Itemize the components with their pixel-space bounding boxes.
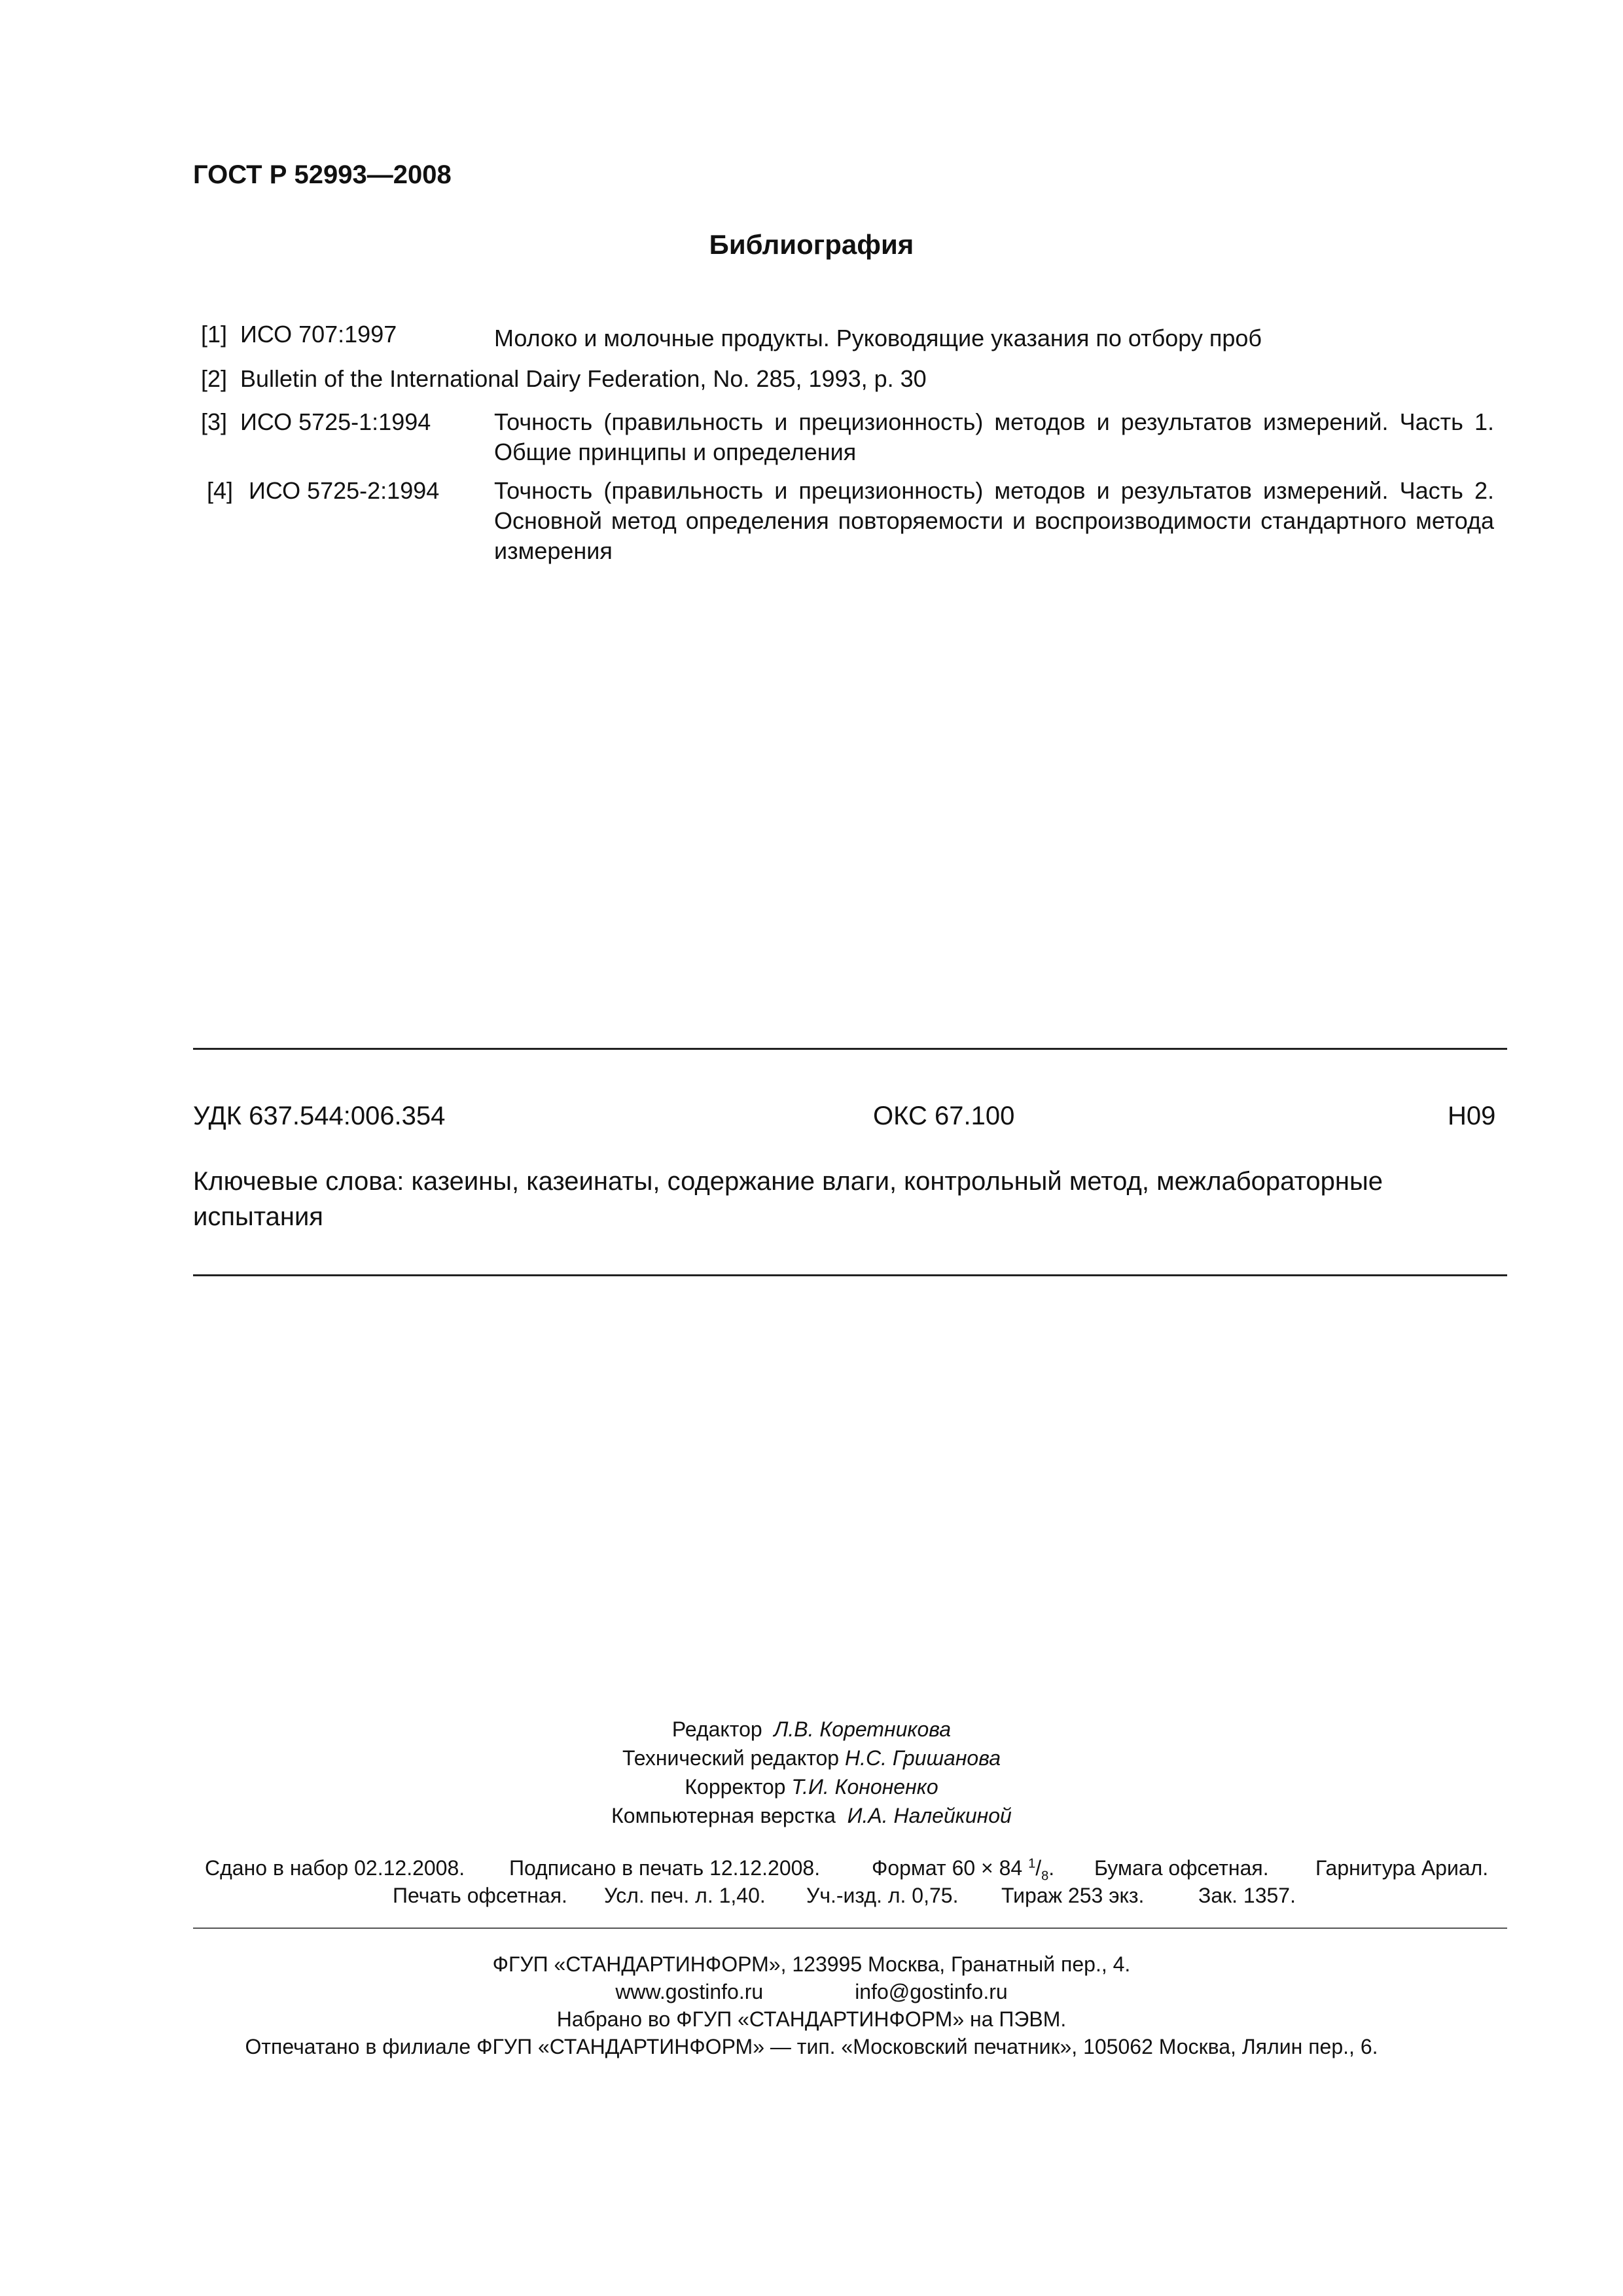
print-info-item: Подписано в печать 12.12.2008. bbox=[509, 1856, 821, 1880]
credit-role: Корректор bbox=[685, 1775, 786, 1799]
credit-role: Технический редактор bbox=[622, 1746, 840, 1770]
fraction-denominator: 8 bbox=[1041, 1869, 1049, 1884]
entry-code: ИСО 5725-2:1994 bbox=[249, 477, 440, 504]
publisher-printed: Отпечатано в филиале ФГУП «СТАНДАРТИНФОРМ» — тип. «Московский печатник», 105062 Москва, Лялин пер., 6. bbox=[245, 2035, 1378, 2058]
fraction-numerator: 1 bbox=[1028, 1856, 1036, 1871]
credit-name: Т.И. Кононенко bbox=[791, 1775, 938, 1799]
print-info-format: Формат 60 × 84 $^1/_8$. bbox=[872, 1856, 1055, 1884]
credit-line bbox=[0, 1801, 1623, 1830]
publisher-typeset: Набрано во ФГУП «СТАНДАРТИНФОРМ» на ПЭВМ. bbox=[556, 2007, 1067, 2031]
divider bbox=[193, 1048, 1507, 1050]
entry-number: [2] bbox=[201, 365, 228, 392]
publisher-address: ФГУП «СТАНДАРТИНФОРМ», 123995 Москва, Гранатный пер., 4. bbox=[492, 1952, 1131, 1976]
entry-code: ИСО 5725-1:1994 bbox=[240, 408, 431, 435]
credit-name: Л.В. Коретникова bbox=[774, 1717, 952, 1741]
standard-code: ГОСТ Р 52993—2008 bbox=[193, 160, 452, 189]
print-info-item: Бумага офсетная. bbox=[1094, 1856, 1269, 1880]
credit-name: И.А. Налейкиной bbox=[847, 1804, 1012, 1827]
credit-role: Компьютерная верстка bbox=[611, 1804, 836, 1827]
divider bbox=[193, 1274, 1507, 1276]
publisher-block bbox=[0, 1950, 1623, 2060]
udk-code: УДК 637.544:006.354 bbox=[193, 1102, 446, 1130]
entry-number: [1] bbox=[201, 321, 228, 348]
publisher-contacts bbox=[0, 1978, 1623, 2005]
entry-text: Точность (правильность и прецизионность) методов и результатов измерений. Часть 2. Основной метод определения повторяемости и воспроизводимости стандартного метода измерения bbox=[494, 477, 1494, 564]
entry-text: Точность (правильность и прецизионность) методов и результатов измерений. Часть 1. Общие принципы и определения bbox=[494, 408, 1494, 465]
keywords: Ключевые слова: казеины, казеинаты, содержание влаги, контрольный метод, межлабораторные испытания bbox=[193, 1167, 1383, 1231]
entry-text: Молоко и молочные продукты. Руководящие указания по отбору проб bbox=[494, 325, 1262, 351]
print-info-item: Зак. 1357. bbox=[1198, 1884, 1296, 1907]
entry-code: ИСО 707:1997 bbox=[240, 321, 397, 348]
divider bbox=[193, 1928, 1507, 1929]
print-info-item: Уч.-изд. л. 0,75. bbox=[806, 1884, 959, 1907]
print-info-item: Тираж 253 экз. bbox=[1001, 1884, 1145, 1907]
print-info-item: Усл. печ. л. 1,40. bbox=[604, 1884, 766, 1907]
publisher-website: www.gostinfo.ru bbox=[615, 1980, 764, 2003]
print-info-item: Сдано в набор 02.12.2008. bbox=[205, 1856, 465, 1880]
group-code: Н09 bbox=[1448, 1102, 1496, 1130]
credit-line bbox=[0, 1744, 1623, 1772]
print-info-item: Формат 60 × 84 bbox=[872, 1856, 1023, 1880]
bibliography-title: Библиография bbox=[709, 229, 914, 260]
print-info-item: Гарнитура Ариал. bbox=[1315, 1856, 1489, 1880]
entry-number: [4] bbox=[207, 477, 234, 504]
credit-name: Н.С. Гришанова bbox=[844, 1746, 1001, 1770]
print-info-item: Печать офсетная. bbox=[393, 1884, 567, 1907]
oks-code: ОКС 67.100 bbox=[873, 1102, 1015, 1130]
entry-number: [3] bbox=[201, 408, 228, 435]
credit-line bbox=[0, 1715, 1623, 1744]
entry-text: Bulletin of the International Dairy Federation, No. 285, 1993, p. 30 bbox=[240, 365, 927, 392]
credits-block bbox=[0, 1715, 1623, 1830]
publisher-email: info@gostinfo.ru bbox=[855, 1980, 1008, 2003]
credit-line bbox=[0, 1772, 1623, 1801]
credit-role: Редактор bbox=[671, 1717, 762, 1741]
